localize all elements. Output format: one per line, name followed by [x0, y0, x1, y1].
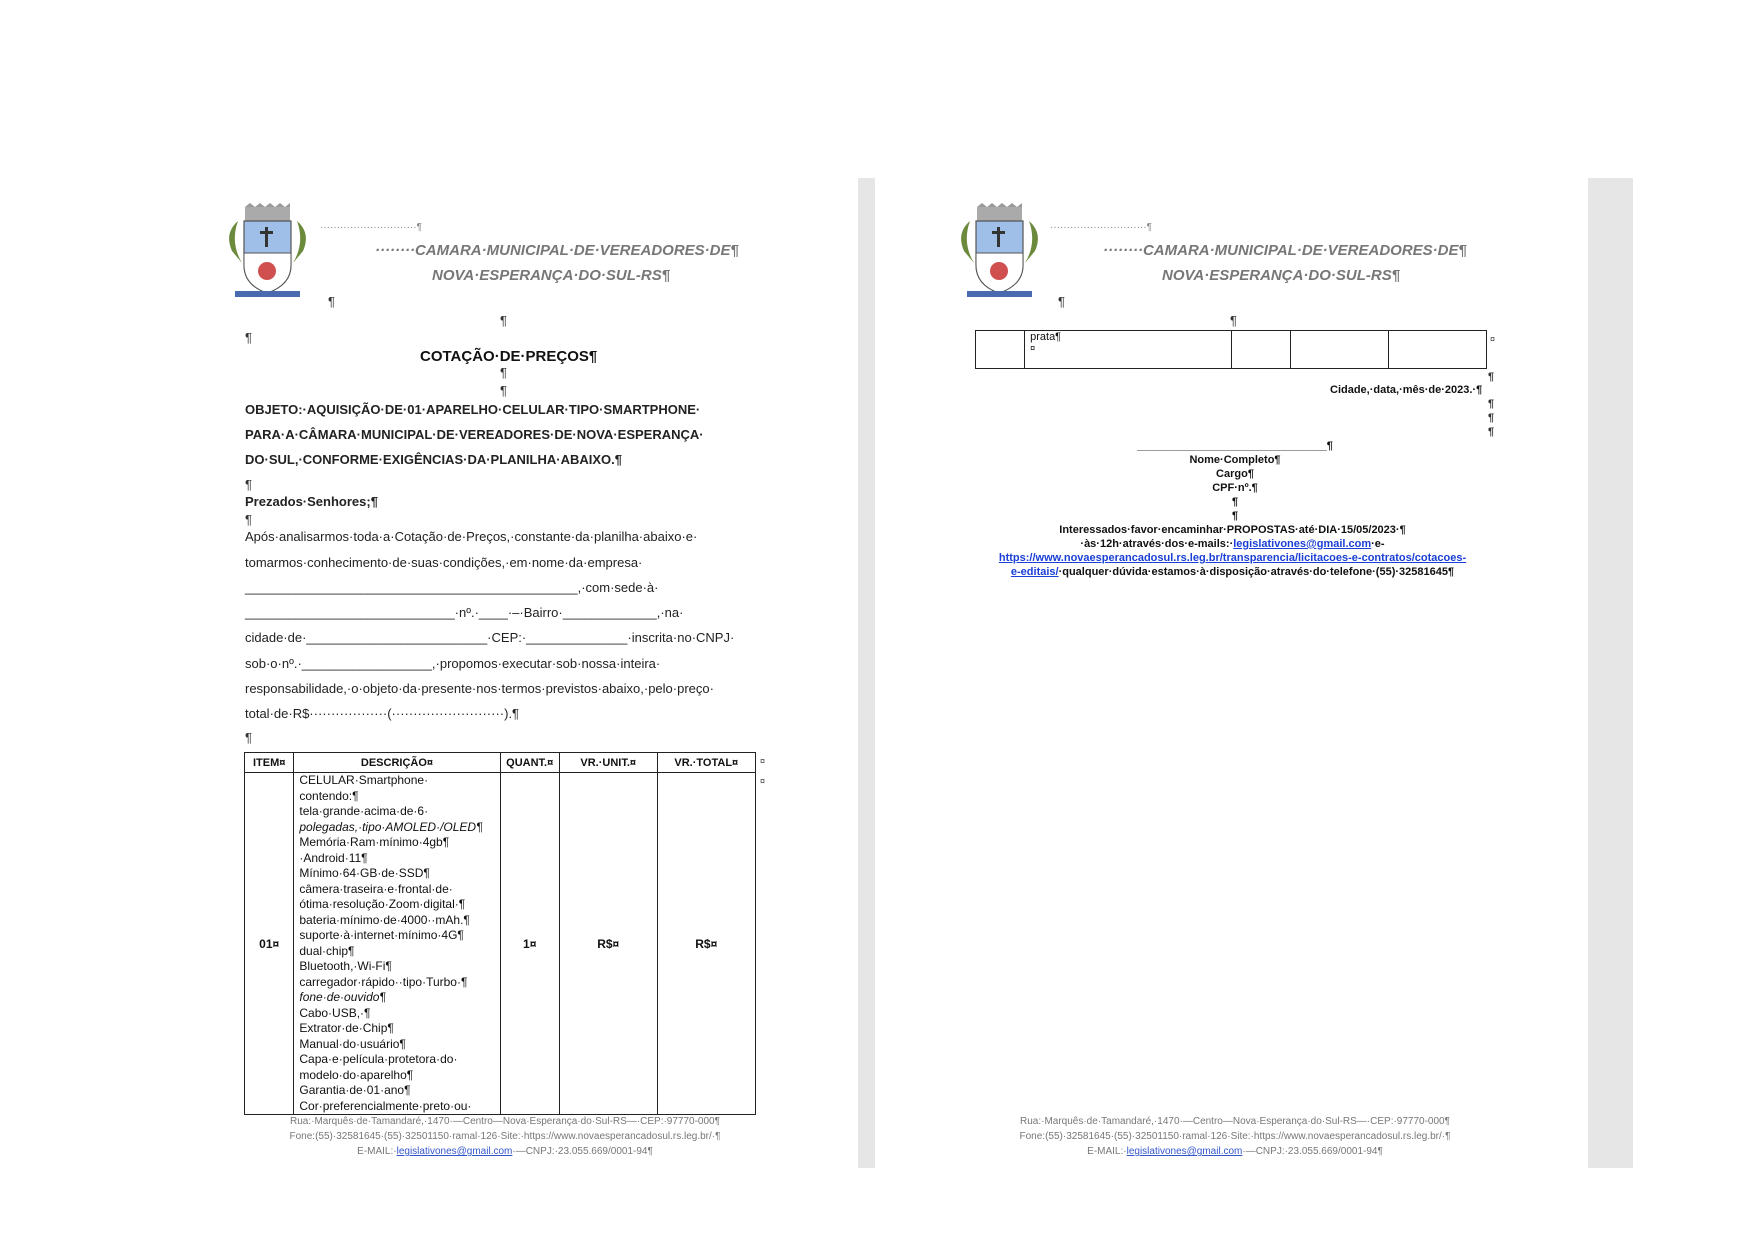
page-gap-left [858, 178, 875, 1168]
col-quant-header: QUANT.¤ [500, 753, 559, 773]
pilcrow: ¶ [1488, 371, 1495, 383]
description-line: Cabo·USB,·¶ [299, 1005, 371, 1020]
body-line: ______________________________________________,·com·sede·à· [245, 580, 659, 595]
description-line: prata¶ [1030, 331, 1062, 343]
description-line: fone·de·ouvido¶ [299, 990, 386, 1004]
description-line: ·Android·11¶ [299, 850, 368, 865]
objeto-line: OBJETO:·AQUISIÇÃO·DE·01·APARELHO·CELULAR·TIPO·SMARTPHONE· [245, 402, 701, 417]
footer-email-link[interactable]: legislativones@gmail.com [396, 1146, 513, 1157]
body-line: _____________________________·nº.·____·–·Bairro·_____________,·na· [245, 605, 684, 620]
pilcrow: ¶ [1058, 294, 1065, 309]
header-org-line1: ········CAMARA·MUNICIPAL·DE·VEREADORES·DE¶ [375, 242, 739, 259]
objeto-line: DO·SUL,·CONFORME·EXIGÊNCIAS·DA·PLANILHA·ABAIXO.¶ [245, 452, 622, 467]
description-line: Cor·preferencialmente·preto·ou· [299, 1098, 472, 1113]
item-cell: 01¤ [245, 773, 294, 1115]
footer-email-label: E-MAIL:· [1087, 1146, 1127, 1157]
table-header-row [245, 753, 756, 773]
footer-cnpj: ·—CNPJ:·23.055.669/0001-94¶ [512, 1146, 653, 1157]
description-line: polegadas,·tipo·AMOLED·/OLED¶ [299, 819, 483, 834]
date-line: Cidade,·data,·mês·de·2023.·¶ [1330, 384, 1483, 396]
row-end-marker: ¤ [1490, 334, 1496, 344]
municipal-coat-of-arms-logo [220, 203, 315, 303]
col-description-header: DESCRIÇÃO¤ [294, 753, 500, 773]
footer-cnpj: ·—CNPJ:·23.055.669/0001-94¶ [1242, 1146, 1383, 1157]
pilcrow: ¶ [245, 477, 252, 492]
objeto-line: PARA·A·CÂMARA·MUNICIPAL·DE·VEREADORES·DE·NOVA·ESPERANÇA· [245, 427, 704, 442]
pilcrow: ¶ [500, 313, 507, 328]
signature-cpf: CPF·nº.¶ [1212, 482, 1258, 494]
pilcrow: ¶ [1231, 496, 1239, 508]
description-line: Manual·do·usuário¶ [299, 1036, 406, 1051]
pilcrow: ¶ [1231, 510, 1239, 522]
description-line: modelo·do·aparelho¶ [299, 1067, 414, 1082]
header-dots: ·····························¶ [320, 222, 422, 233]
header-dots: ·····························¶ [1050, 222, 1152, 233]
website-notice [975, 552, 1490, 564]
pilcrow: ¶ [245, 730, 252, 745]
signature-line: _______________________________¶ [1137, 440, 1333, 452]
footer-email [985, 1146, 1485, 1157]
signature-name: Nome·Completo¶ [1189, 454, 1281, 466]
pilcrow: ¶ [1488, 412, 1495, 424]
body-line: Após·analisarmos·toda·a·Cotação·de·Preços,·constante·da·planilha·abaixo·e· [245, 529, 698, 544]
footer-address: Rua:·Marquês·de·Tamandaré,·1470·—Centro—Nova·Esperança·do·Sul-RS—·CEP:·97770-000¶ [1019, 1116, 1450, 1127]
item-cell [976, 331, 1025, 369]
description-line: bateria·mínimo·de·4000··mAh.¶ [299, 912, 470, 927]
row-end-marker: ¤ [760, 756, 766, 766]
pilcrow: ¶ [500, 365, 507, 380]
description-line: Mínimo·64·GB·de·SSD¶ [299, 866, 430, 880]
description-cell [1025, 331, 1232, 369]
signature-role: Cargo¶ [1216, 468, 1254, 480]
header-org-line2: NOVA·ESPERANÇA·DO·SUL-RS¶ [1162, 267, 1401, 284]
cell-end-marker: ¤ [1030, 343, 1036, 353]
unit-price-cell: R$¤ [559, 773, 657, 1115]
description-line: Garantia·de·01·ano¶ [299, 1083, 411, 1097]
col-item-header: ITEM¤ [245, 753, 294, 773]
footer-email-link[interactable]: legislativones@gmail.com [1126, 1146, 1243, 1157]
contact-email-link[interactable]: legislativones@gmail.com [1233, 538, 1372, 550]
description-line: câmera·traseira·e·frontal·de· [299, 881, 453, 896]
pilcrow: ¶ [1230, 313, 1237, 328]
quant-cell [1231, 331, 1290, 369]
page-gap-right [1588, 178, 1633, 1168]
continuation-table [975, 330, 1487, 369]
pilcrow: ¶ [245, 512, 252, 527]
pilcrow: ¶ [245, 330, 252, 345]
description-line: ótima·resolução·Zoom·digital·¶ [299, 897, 466, 911]
municipal-coat-of-arms-logo [952, 203, 1047, 303]
greeting: Prezados·Senhores;¶ [245, 494, 378, 509]
proposal-deadline-notice: Interessados·favor·encaminhar·PROPOSTAS·até·DIA·15/05/2023·¶ [1059, 524, 1406, 536]
pilcrow: ¶ [1488, 426, 1495, 438]
page-title: COTAÇÃO·DE·PREÇOS¶ [420, 348, 598, 365]
description-cell [294, 773, 500, 1115]
description-line: dual·chip¶ [299, 943, 355, 958]
col-total-header: VR.·TOTAL¤ [657, 753, 755, 773]
description-line: Extrator·de·Chip¶ [299, 1021, 394, 1035]
tenders-url-link-cont[interactable]: e-editais/ [1010, 566, 1059, 578]
quant-cell: 1¤ [500, 773, 559, 1115]
body-line: tomarmos·conhecimento·de·suas·condições,·em·nome·da·empresa· [245, 555, 643, 570]
email-notice-text: ·às·12h·através·dos·e-mails:· [1080, 538, 1234, 550]
phone-notice-text: ·qualquer·dúvida·estamos·à·disposição·através·do·telefone·(55)·32581645¶ [1058, 566, 1455, 578]
pilcrow: ¶ [1488, 398, 1495, 410]
total-price-cell [1388, 331, 1486, 369]
table-row [245, 773, 756, 1115]
unit-price-cell [1290, 331, 1388, 369]
table-row [976, 331, 1487, 369]
description-line: contendo:¶ [299, 788, 359, 803]
description-line: carregador·rápido··tipo·Turbo·¶ [299, 974, 468, 989]
row-end-marker: ¤ [760, 776, 766, 786]
pilcrow: ¶ [500, 383, 507, 398]
header-org-line1: ········CAMARA·MUNICIPAL·DE·VEREADORES·DE¶ [1103, 242, 1467, 259]
price-table [244, 752, 756, 1115]
footer-email-label: E-MAIL:· [357, 1146, 397, 1157]
description-line: tela·grande·acima·de·6· [299, 804, 429, 818]
pilcrow: ¶ [328, 294, 335, 309]
email-notice-suffix: ·e- [1371, 538, 1385, 550]
total-price-cell: R$¤ [657, 773, 755, 1115]
description-line: Memória·Ram·mínimo·4gb¶ [299, 835, 450, 849]
body-line: sob·o·nº.·__________________,·propomos·executar·sob·nossa·inteira· [245, 656, 661, 671]
footer-address: Rua:·Marquês·de·Tamandaré,·1470·—Centro—Nova·Esperança·do·Sul-RS—·CEP:·97770-000¶ [289, 1116, 720, 1127]
body-line: total·de·R$··················(··························).¶ [245, 706, 520, 721]
description-line: Capa·e·película·protetora·do· [299, 1052, 458, 1066]
phone-notice [975, 566, 1490, 578]
col-unit-header: VR.·UNIT.¤ [559, 753, 657, 773]
description-line: CELULAR·Smartphone· [299, 773, 429, 787]
footer-phone: Fone:(55)·32581645·(55)·32501150·ramal·126·Site:·https://www.novaesperancadosul.rs.leg.br/·¶ [289, 1131, 721, 1142]
body-line: responsabilidade,·o·objeto·da·presente·nos·termos·previstos·abaixo,·pelo·preço· [245, 681, 714, 696]
description-line: suporte·à·internet·mínimo·4G¶ [299, 928, 464, 942]
header-org-line2: NOVA·ESPERANÇA·DO·SUL-RS¶ [432, 267, 671, 284]
tenders-url-link[interactable]: https://www.novaesperancadosul.rs.leg.br/transparencia/licitacoes-e-contratos/cotacoes- [998, 552, 1467, 564]
description-line: Bluetooth,·Wi-Fi¶ [299, 959, 392, 973]
body-line: cidade·de·_________________________·CEP:·______________·inscrita·no·CNPJ· [245, 630, 735, 645]
footer-email [255, 1146, 755, 1157]
email-notice [975, 538, 1490, 550]
footer-phone: Fone:(55)·32581645·(55)·32501150·ramal·126·Site:·https://www.novaesperancadosul.rs.leg.br/·¶ [1019, 1131, 1451, 1142]
